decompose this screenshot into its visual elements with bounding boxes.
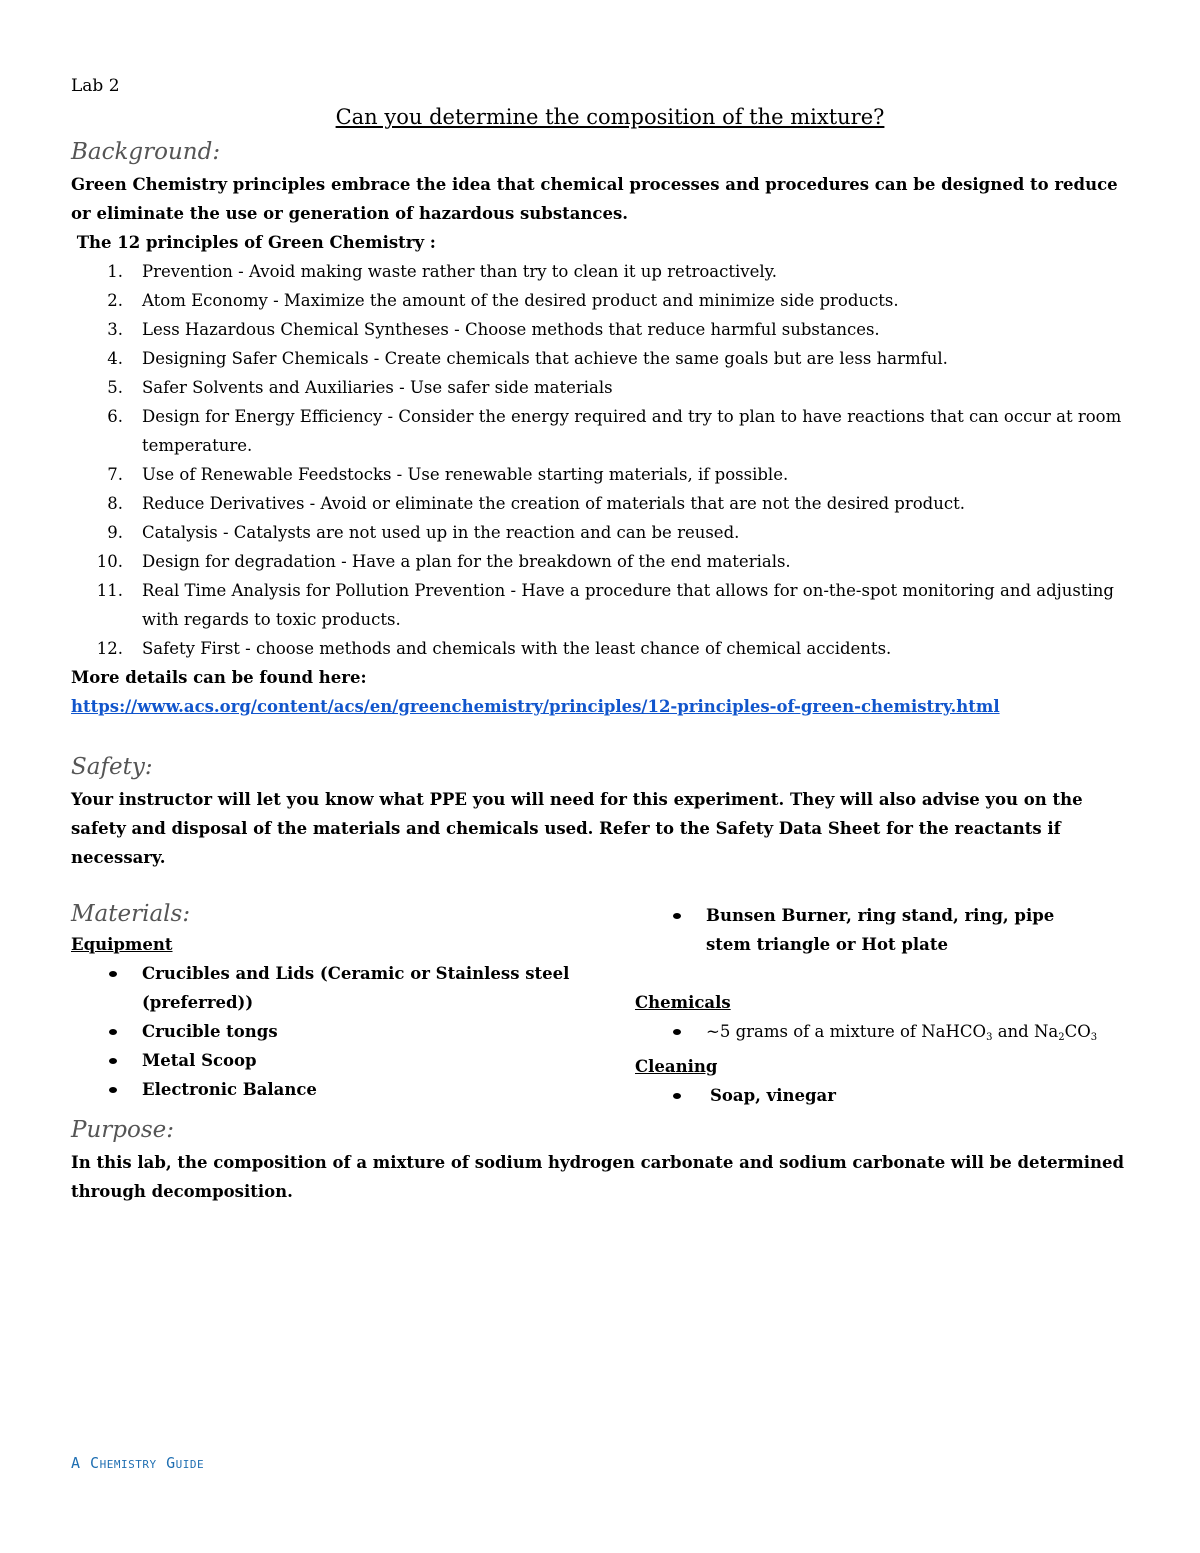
- document-body: [71, 74, 1131, 1206]
- purpose-text: In this lab, the composition of a mixture of sodium hydrogen carbonate and sodium carbonate will be determined through decomposition.: [71, 1153, 1125, 1201]
- list-item: Metal Scoop: [71, 1046, 595, 1075]
- equipment-list-continued: [635, 901, 1131, 959]
- list-number: 10.: [96, 552, 123, 571]
- more-details-label: More details can be found here:: [71, 668, 367, 687]
- list-text: Safer Solvents and Auxiliaries - Use safer side materials: [142, 378, 613, 397]
- principles-list: [71, 257, 1131, 663]
- equipment-label: Equipment: [71, 935, 173, 954]
- list-number: 11.: [96, 581, 123, 600]
- list-text: Prevention - Avoid making waste rather than try to clean it up retroactively.: [142, 262, 777, 281]
- materials-left-column: [71, 930, 635, 1110]
- list-number: 4.: [107, 349, 123, 368]
- chemical-end: CO: [1064, 1022, 1091, 1041]
- list-number: 5.: [107, 378, 123, 397]
- list-text: Atom Economy - Maximize the amount of the desired product and minimize side products.: [142, 291, 899, 310]
- list-item: [71, 286, 1131, 315]
- safety-text: Your instructor will let you know what PPE you will need for this experiment. They will also advise you on the safety and disposal of the materials and chemicals used. Refer to the Safety Data Sheet for the reactants if necessary.: [71, 790, 1083, 867]
- list-item: [71, 315, 1131, 344]
- list-text: Design for degradation - Have a plan for the breakdown of the end materials.: [142, 552, 791, 571]
- list-text: Designing Safer Chemicals - Create chemicals that achieve the same goals but are less harmful.: [142, 349, 948, 368]
- chemicals-list: [635, 1017, 1131, 1052]
- footer-brand: A Chemistry Guide: [71, 1454, 205, 1472]
- subscript: 3: [1090, 1032, 1098, 1043]
- chemicals-label: Chemicals: [635, 993, 731, 1012]
- list-text: Use of Renewable Feedstocks - Use renewable starting materials, if possible.: [142, 465, 789, 484]
- list-text: Reduce Derivatives - Avoid or eliminate the creation of materials that are not the desired product.: [142, 494, 965, 513]
- equipment-list: [71, 959, 635, 1104]
- background-heading: Background:: [71, 139, 221, 165]
- list-item: [71, 402, 1131, 460]
- list-item: [71, 344, 1131, 373]
- list-item: [71, 576, 1131, 634]
- list-item: [71, 489, 1131, 518]
- principles-intro: The 12 principles of Green Chemistry :: [71, 233, 436, 252]
- list-item: Soap, vinegar: [635, 1081, 1131, 1110]
- materials-right-column: [635, 906, 1131, 1110]
- list-item: Electronic Balance: [71, 1075, 595, 1104]
- cleaning-label: Cleaning: [635, 1057, 718, 1076]
- list-number: 12.: [96, 639, 123, 658]
- list-number: 3.: [107, 320, 123, 339]
- subscript: 3: [986, 1032, 993, 1043]
- list-number: 7.: [107, 465, 123, 484]
- list-text: Safety First - choose methods and chemicals with the least chance of chemical accidents.: [142, 639, 892, 658]
- list-text: Real Time Analysis for Pollution Prevention - Have a procedure that allows for on-the-spot monitoring and adjusting with regards to toxic products.: [142, 581, 1114, 629]
- list-item: [635, 1017, 1131, 1052]
- page-title: Can you determine the composition of the mixture?: [335, 105, 885, 129]
- list-item: [71, 547, 1131, 576]
- lab-number: Lab 2: [71, 76, 120, 96]
- list-number: 9.: [107, 523, 123, 542]
- list-item: Bunsen Burner, ring stand, ring, pipe stem triangle or Hot plate: [635, 901, 1091, 959]
- list-item: Crucibles and Lids (Ceramic or Stainless steel (preferred)): [71, 959, 595, 1017]
- list-text: Less Hazardous Chemical Syntheses - Choose methods that reduce harmful substances.: [142, 320, 880, 339]
- list-item: [71, 257, 1131, 286]
- chemical-mid: and Na: [992, 1022, 1059, 1041]
- list-number: 1.: [107, 262, 123, 281]
- list-item: [71, 518, 1131, 547]
- list-text: Catalysis - Catalysts are not used up in the reaction and can be reused.: [142, 523, 740, 542]
- acs-link[interactable]: [71, 692, 1131, 721]
- subscript: 2: [1058, 1032, 1065, 1043]
- purpose-heading: Purpose:: [71, 1117, 175, 1143]
- list-number: 2.: [107, 291, 123, 310]
- acs-link-text[interactable]: https://www.acs.org/content/acs/en/greenchemistry/principles/12-principles-of-green-chemistry.html: [71, 697, 1000, 716]
- safety-heading: Safety:: [71, 754, 153, 780]
- background-intro: Green Chemistry principles embrace the idea that chemical processes and procedures can be designed to reduce or eliminate the use or generation of hazardous substances.: [71, 175, 1118, 223]
- materials-heading: Materials:: [71, 901, 191, 927]
- list-item: [71, 634, 1131, 663]
- list-text: Design for Energy Efficiency - Consider the energy required and try to plan to have reactions that can occur at room temperature.: [142, 407, 1122, 455]
- chemical-prefix: ~5 grams of a mixture of NaHCO: [706, 1022, 987, 1041]
- cleaning-list: [635, 1081, 1131, 1110]
- list-item: [71, 460, 1131, 489]
- list-number: 6.: [107, 407, 123, 426]
- list-number: 8.: [107, 494, 123, 513]
- list-item: [71, 373, 1131, 402]
- list-item: Crucible tongs: [71, 1017, 595, 1046]
